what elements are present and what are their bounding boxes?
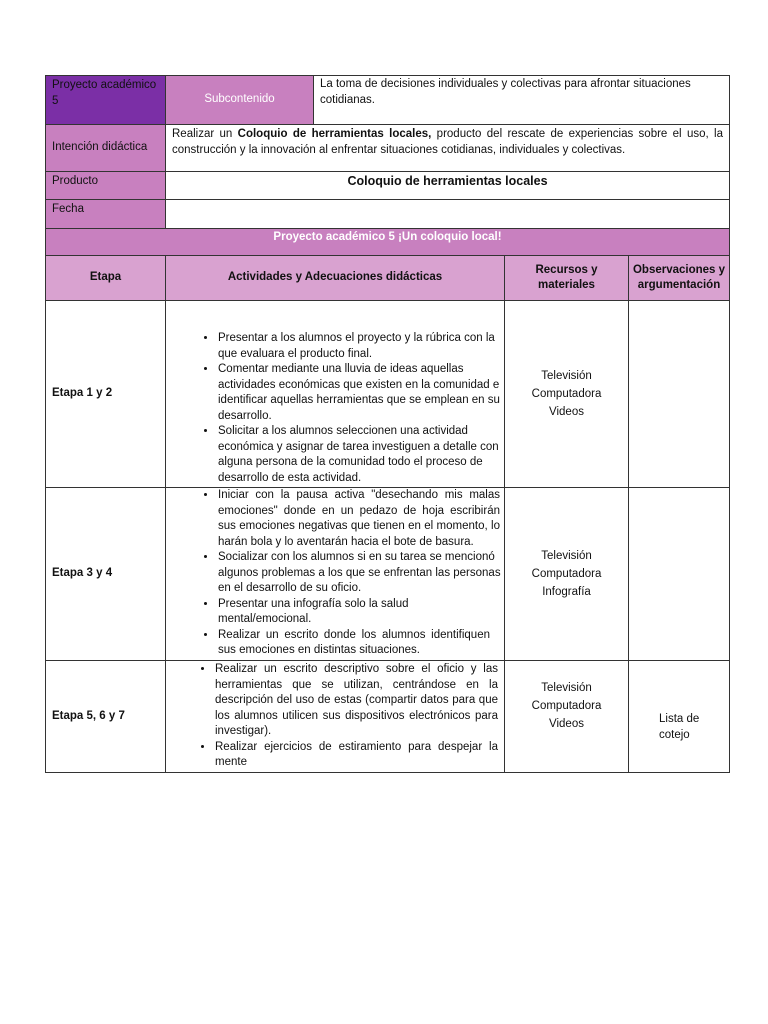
activity-item: • Realizar un escrito donde los alumnos identifiquen sus emociones en distintas situaciones.	[217, 628, 504, 659]
stage-resources	[505, 301, 629, 488]
header-observaciones: Observaciones y argumentación	[629, 256, 730, 301]
resource-item: Computadora	[531, 568, 602, 580]
stage-row	[46, 301, 730, 488]
activities-list	[166, 662, 504, 771]
intencion-pre: Realizar un	[172, 128, 238, 140]
fecha-value	[166, 200, 730, 229]
producto-label: Producto	[46, 172, 166, 200]
activity-item: • Realizar ejercicios de estiramiento para despejar la mente	[214, 740, 504, 771]
row-column-headers	[46, 256, 730, 301]
stage-observations	[629, 488, 730, 661]
resource-item: Televisión	[541, 682, 592, 694]
resource-item: Computadora	[531, 700, 602, 712]
stage-resources	[505, 488, 629, 661]
stage-name: Etapa 3 y 4	[46, 488, 166, 661]
stage-observations: Lista de cotejo	[629, 661, 730, 773]
intencion-label: Intención didáctica	[46, 125, 166, 172]
planning-table	[45, 75, 730, 773]
proyecto-label: Proyecto académico 5	[46, 76, 166, 125]
row-producto	[46, 172, 730, 200]
intencion-post: producto del rescate de experiencias sobre el uso, la construcción y la innovación al enfrentar situaciones cotidianas, individuales y colectivas.	[172, 128, 723, 156]
row-section-title	[46, 229, 730, 256]
planning-document	[45, 75, 729, 773]
stage-activities	[166, 661, 505, 773]
fecha-label: Fecha	[46, 200, 166, 229]
activity-item: • Presentar a los alumnos el proyecto y la rúbrica con la que evaluara el producto final.	[217, 331, 504, 362]
activity-item: • Presentar una infografía solo la salud mental/emocional.	[217, 597, 504, 628]
intencion-text	[166, 125, 730, 172]
stage-row	[46, 488, 730, 661]
activities-list	[166, 331, 504, 486]
stage-observations	[629, 301, 730, 488]
resource-item: Televisión	[541, 550, 592, 562]
activity-item: • Comentar mediante una lluvia de ideas aquellas actividades económicas que existen en la comunidad e identificar aquellas herramientas que se emplean en su desarrollo.	[217, 362, 504, 424]
row-intencion	[46, 125, 730, 172]
resource-item: Videos	[549, 718, 584, 730]
activity-item: • Socializar con los alumnos si en su tarea se mencionó algunos problemas a los que se enfrentan las personas en el desarrollo de su oficio.	[217, 550, 504, 597]
subcontenido-label: Subcontenido	[166, 76, 314, 125]
row-fecha	[46, 200, 730, 229]
resource-item: Videos	[549, 406, 584, 418]
row-proyecto	[46, 76, 730, 125]
activity-item: • Iniciar con la pausa activa "desechando mis malas emociones" donde en un pedazo de hoja escribirán sus emociones negativas que tienen en el momento, lo harán bola y lo aventarán hacia el bote de basura.	[217, 488, 504, 550]
stage-row	[46, 661, 730, 773]
intencion-bold: Coloquio de herramientas locales,	[237, 128, 432, 140]
subcontenido-text: La toma de decisiones individuales y colectivas para afrontar situaciones cotidianas.	[314, 76, 730, 125]
header-etapa: Etapa	[46, 256, 166, 301]
producto-value: Coloquio de herramientas locales	[166, 172, 730, 200]
activity-item: • Realizar un escrito descriptivo sobre el oficio y las herramientas que se utilizan, centrándose en la descripción del uso de estas (compartir datos para que los alumnos utilicen sus dispositivos electrónicos para investigar).	[214, 662, 504, 740]
stage-name: Etapa 1 y 2	[46, 301, 166, 488]
activity-item: • Solicitar a los alumnos seleccionen una actividad económica y asignar de tarea investiguen a detalle con alguna persona de la comunidad todo el proceso de desarrollo de esta actividad.	[217, 424, 504, 486]
header-actividades: Actividades y Adecuaciones didácticas	[166, 256, 505, 301]
header-recursos: Recursos y materiales	[505, 256, 629, 301]
resource-item: Televisión	[541, 370, 592, 382]
activities-list	[166, 488, 504, 659]
section-title: Proyecto académico 5 ¡Un coloquio local!	[46, 229, 730, 256]
stage-name: Etapa 5, 6 y 7	[46, 661, 166, 773]
stage-activities	[166, 301, 505, 488]
stage-resources	[505, 661, 629, 773]
resource-item: Infografía	[542, 586, 591, 598]
resource-item: Computadora	[531, 388, 602, 400]
stage-activities	[166, 488, 505, 661]
